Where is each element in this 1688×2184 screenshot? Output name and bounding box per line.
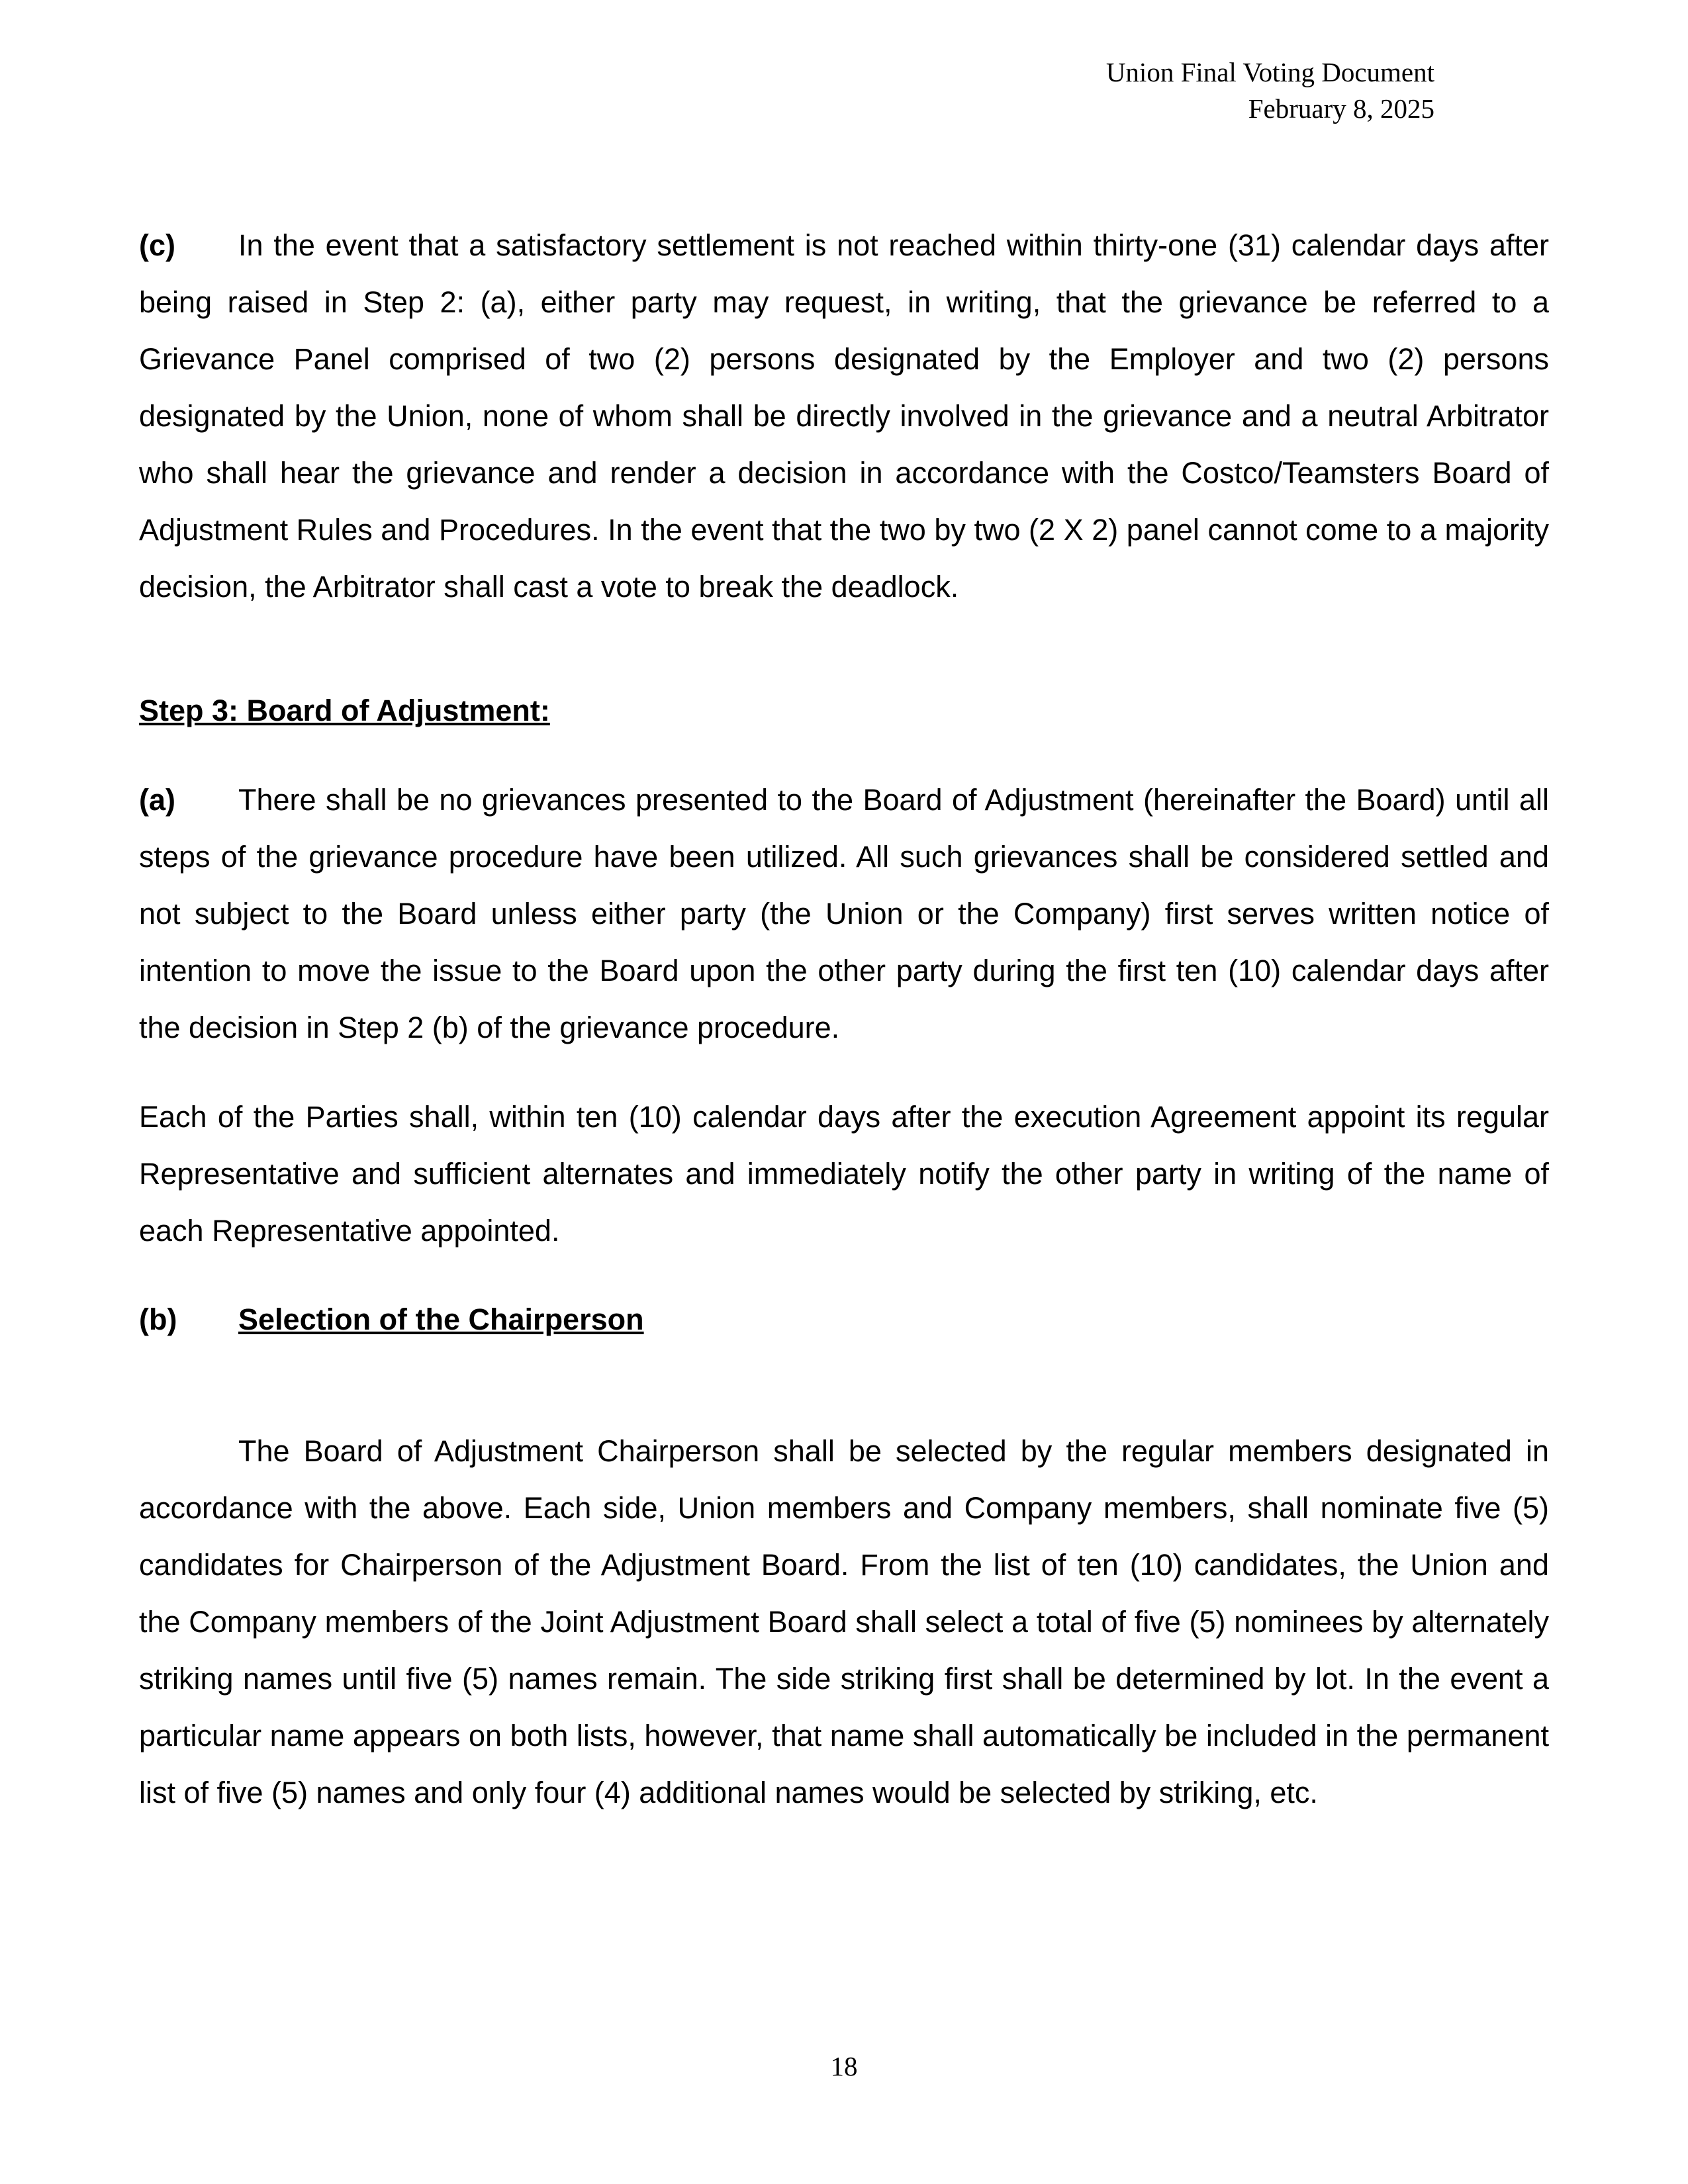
section-a-text: There shall be no grievances presented to the Board of Adjustment (hereinafter the Board) until all steps of the grievance procedure have been utilized. All such grievances shall be considered settled and not subject to the Board unless either party (the Union or the Company) first serves written notice of intention to move the issue to the Board upon the other party during the first ten (10) calendar days after the decision in Step 2 (b) of the grievance procedure. [139, 783, 1549, 1044]
parties-paragraph: Each of the Parties shall, within ten (10) calendar days after the execution Agreement appoint its regular Representative and sufficient alternates and immediately notify the other party in writing of the name of each Representative appointed. [139, 1100, 1549, 1248]
section-b-heading [139, 1291, 644, 1348]
step-3-heading: Step 3: Board of Adjustment: [139, 694, 550, 727]
section-b-label: (b) [139, 1302, 177, 1336]
section-c-paragraph [139, 217, 1549, 615]
page-number: 18 [830, 2051, 858, 2081]
section-c-label: (c) [139, 228, 175, 262]
header-date: February 8, 2025 [1248, 93, 1434, 124]
section-c-text: In the event that a satisfactory settlement is not reached within thirty-one (31) calendar days after being raised in Step 2: (a), either party may request, in writing, that the grievance be referred to a Grievance Panel comprised of two (2) persons designated by the Employer and two (2) persons designated by the Union, none of whom shall be directly involved in the grievance and a neutral Arbitrator who shall hear the grievance and render a decision in accordance with the Costco/Teamsters Board of Adjustment Rules and Procedures. In the event that the two by two (2 X 2) panel cannot come to a majority decision, the Arbitrator shall cast a vote to break the deadlock. [139, 228, 1549, 604]
section-a-paragraph [139, 772, 1549, 1056]
header-document-title: Union Final Voting Document [1105, 57, 1434, 87]
document-header [1106, 54, 1434, 127]
section-b-title: Selection of the Chairperson [238, 1302, 644, 1336]
section-b-paragraph: The Board of Adjustment Chairperson shall be selected by the regular members designated in accordance with the above. Each side, Union members and Company members, shall nominate five (5) candidates for Chairperson of the Adjustment Board. From the list of ten (10) candidates, the Union and the Company members of the Joint Adjustment Board shall select a total of five (5) nominees by alternately striking names until five (5) names remain. The side striking first shall be determined by lot. In the event a particular name appears on both lists, however, that name shall automatically be included in the permanent list of five (5) names and only four (4) additional names would be selected by striking, etc. [139, 1434, 1549, 1809]
section-a-label: (a) [139, 783, 175, 817]
